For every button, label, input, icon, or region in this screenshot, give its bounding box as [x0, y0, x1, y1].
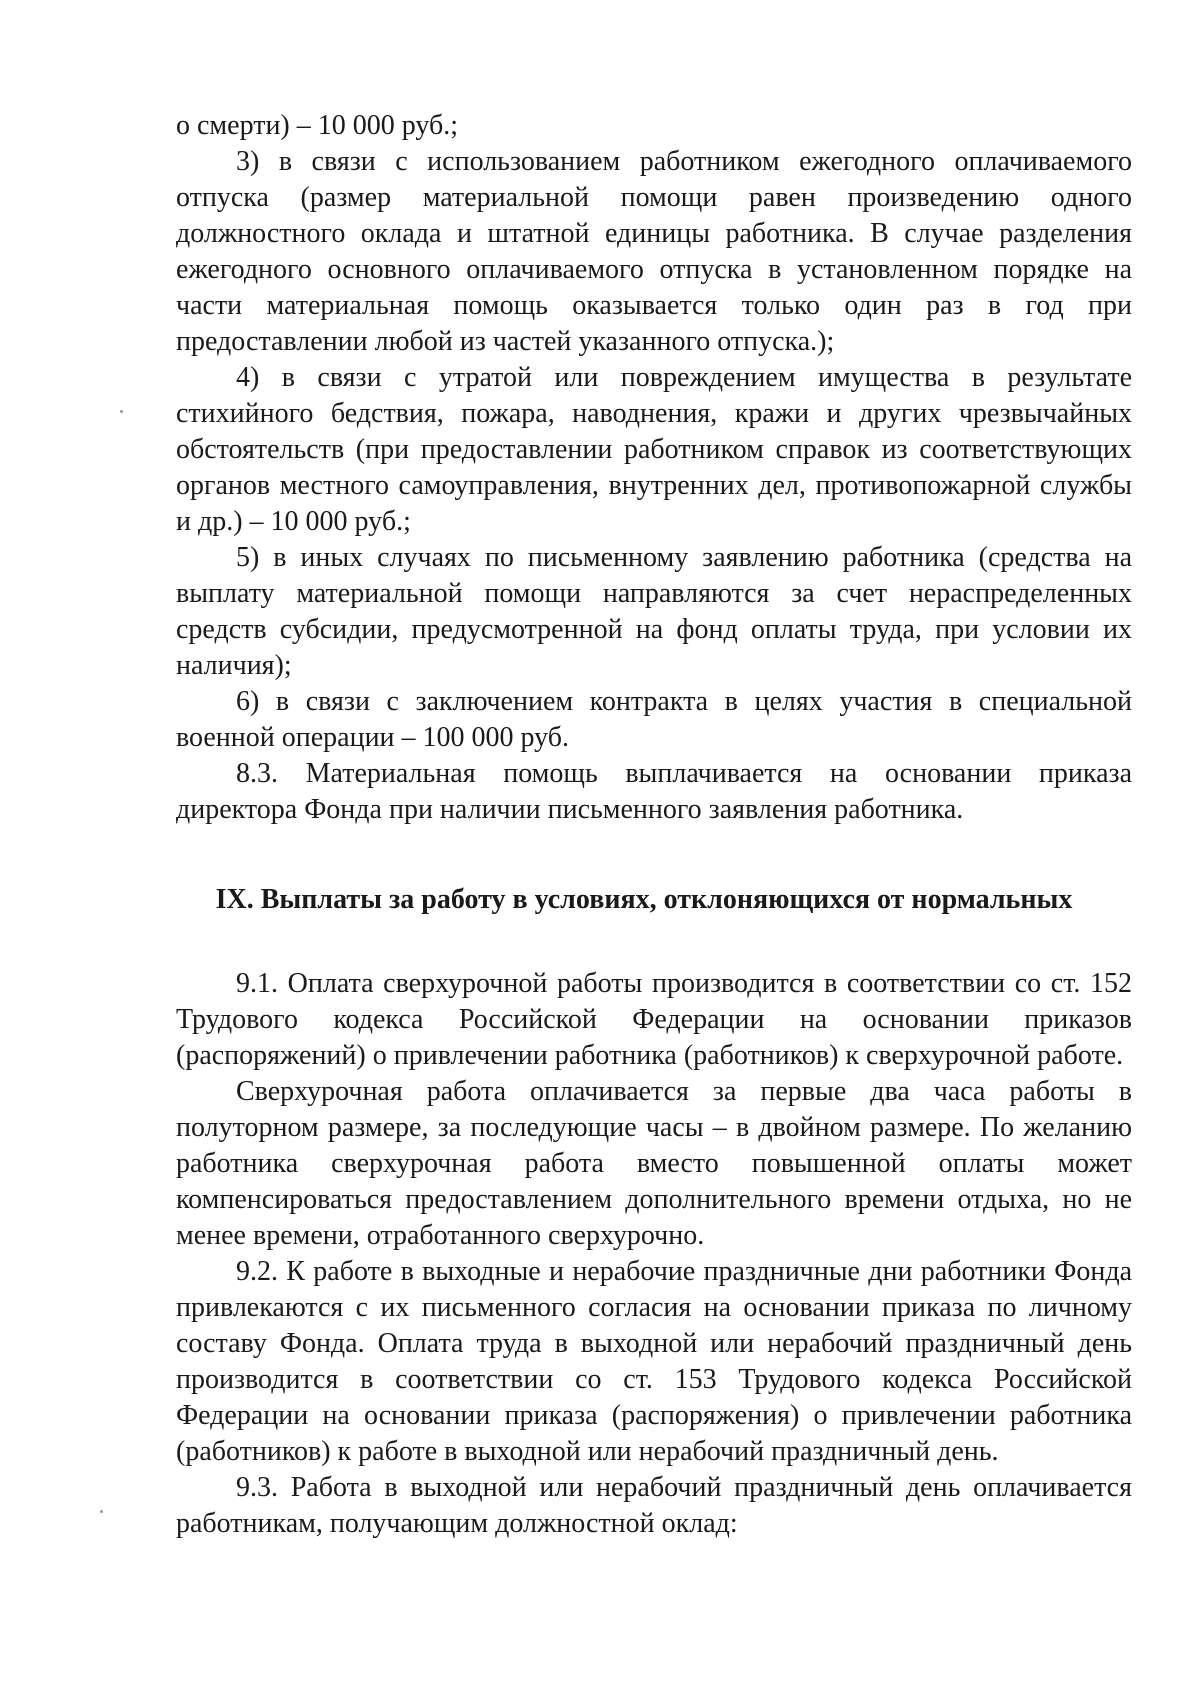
document-body: [176, 108, 1132, 1542]
paragraph-death-benefit-tail: о смерти) – 10 000 руб.;: [176, 110, 459, 141]
paragraph-8-3: 8.3. Материальная помощь выплачивается на основании приказа директора Фонда при наличии письменного заявления работника.: [176, 758, 1132, 825]
paragraph-9-2: 9.2. К работе в выходные и нерабочие праздничные дни работники Фонда привлекаются с их письменного согласия на основании приказа по личному составу Фонда. Оплата труда в выходной или нерабочий праздничный день производится в соответствии со ст. 153 Трудового кодекса Российской Федерации на основании приказа (распоряжения) о привлечении работника (работников) к работе в выходной или нерабочий праздничный день.: [176, 1256, 1132, 1467]
paragraph-item-4: 4) в связи с утратой или повреждением имущества в результате стихийного бедствия, пожара, наводнения, кражи и других чрезвычайных обстоятельств (при предоставлении работником справок из соответствующих органов местного самоуправления, внутренних дел, противопожарной службы и др.) – 10 000 руб.;: [176, 362, 1132, 537]
paragraph-9-1: 9.1. Оплата сверхурочной работы производится в соответствии со ст. 152 Трудового кодекса Российской Федерации на основании приказов (распоряжений) о привлечении работника (работников) к сверхурочной работе.: [176, 968, 1132, 1071]
paragraph-item-3: 3) в связи с использованием работником ежегодного оплачиваемого отпуска (размер материальной помощи равен произведению одного должностного оклада и штатной единицы работника. В случае разделения ежегодного основного оплачиваемого отпуска в установленном порядке на части материальная помощь оказывается только один раз в год при предоставлении любой из частей указанного отпуска.);: [176, 146, 1132, 357]
paragraph-overtime-rate: Сверхурочная работа оплачивается за первые два часа работы в полуторном размере, за последующие часы – в двойном размере. По желанию работника сверхурочная работа вместо повышенной оплаты может компенсироваться предоставлением дополнительного времени отдыха, но не менее времени, отработанного сверхурочно.: [176, 1076, 1132, 1251]
scan-speck: [120, 410, 123, 413]
section-body: [176, 966, 1132, 1542]
section-heading: IX. Выплаты за работу в условиях, отклоняющихся от нормальных: [215, 884, 1073, 915]
paragraph-item-6: 6) в связи с заключением контракта в целях участия в специальной военной операции – 100 000 руб.: [176, 686, 1132, 753]
paragraph-9-3: 9.3. Работа в выходной или нерабочий праздничный день оплачивается работникам, получающим должностной оклад:: [176, 1472, 1132, 1539]
scan-speck: [100, 1510, 103, 1513]
paragraph-item-5: 5) в иных случаях по письменному заявлению работника (средства на выплату материальной помощи направляются за счет нераспределенных средств субсидии, предусмотренной на фонд оплаты труда, при условии их наличия);: [176, 542, 1132, 681]
